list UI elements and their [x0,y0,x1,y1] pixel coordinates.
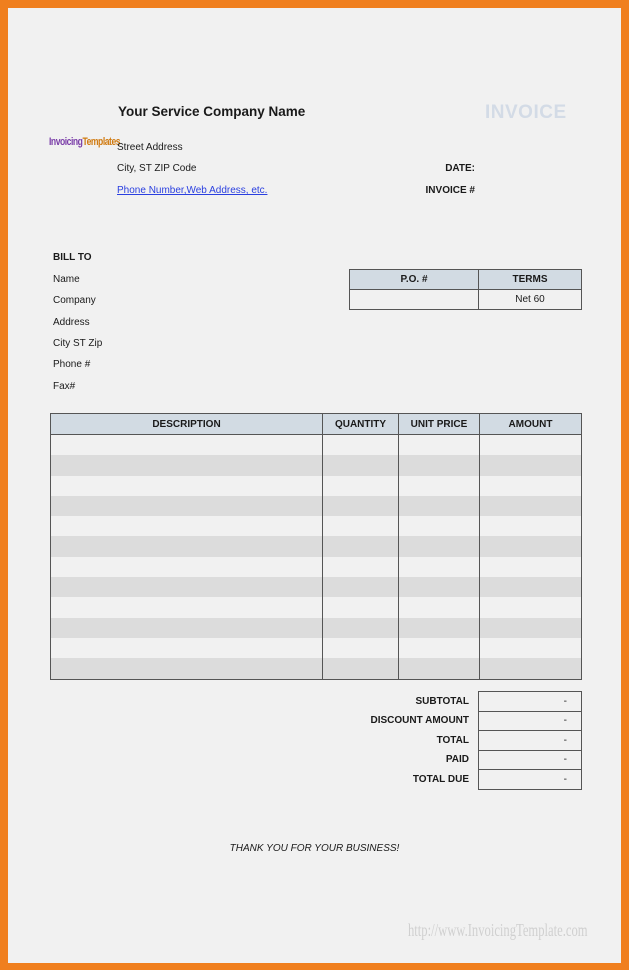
bill-to-name: Name [53,274,80,285]
total-due-value: - [479,770,582,790]
discount-value: - [479,711,582,731]
table-row [51,516,582,536]
thank-you-note: THANK YOU FOR YOUR BUSINESS! [229,843,400,854]
bill-to-fax: Fax# [53,381,76,392]
table-row [51,435,582,456]
invoice-title: INVOICE [485,102,567,123]
company-logo [49,136,120,148]
invoice-number-label: INVOICE # [425,185,475,196]
amount-header: AMOUNT [480,414,582,435]
street-address: Street Address [117,142,183,153]
table-row [51,557,582,577]
bill-to-address: Address [53,317,90,328]
table-row [51,577,582,597]
bill-to-heading: BILL TO [53,252,92,263]
paid-label: PAID [445,754,469,766]
discount-label: DISCOUNT AMOUNT [370,715,469,727]
terms-value: Net 60 [479,290,582,310]
po-header: P.O. # [350,270,479,290]
total-label: TOTAL [436,734,469,746]
po-value [350,290,479,310]
watermark: http://www.InvoicingTemplate.com [408,920,588,940]
description-header: DESCRIPTION [51,414,323,435]
terms-header: TERMS [479,270,582,290]
logo-word-templates: Templates [82,136,121,148]
paid-value: - [479,750,582,770]
table-row [51,496,582,516]
logo-word-invoicing: Invoicing [49,136,83,148]
unit-price-header: UNIT PRICE [399,414,480,435]
table-row [51,638,582,658]
company-name: Your Service Company Name [118,104,306,119]
table-row [51,658,582,679]
table-row [51,476,582,496]
table-row [51,618,582,638]
bill-to-company: Company [53,295,96,306]
subtotal-value: - [479,692,582,712]
quantity-header: QUANTITY [323,414,399,435]
invoice-page [8,8,621,963]
bill-to-phone: Phone # [53,359,91,370]
total-due-label: TOTAL DUE [412,773,469,785]
subtotal-label: SUBTOTAL [415,695,469,707]
table-row [51,455,582,475]
contact-link[interactable]: Phone Number,Web Address, etc. [117,185,268,196]
totals-table [350,691,582,790]
bill-to-city: City ST Zip [53,338,103,349]
table-row [51,536,582,556]
city-zip: City, ST ZIP Code [117,163,197,174]
line-items-table [50,413,582,680]
date-label: DATE: [445,163,475,174]
po-terms-table [349,269,582,310]
table-row [51,597,582,617]
total-value: - [479,731,582,751]
